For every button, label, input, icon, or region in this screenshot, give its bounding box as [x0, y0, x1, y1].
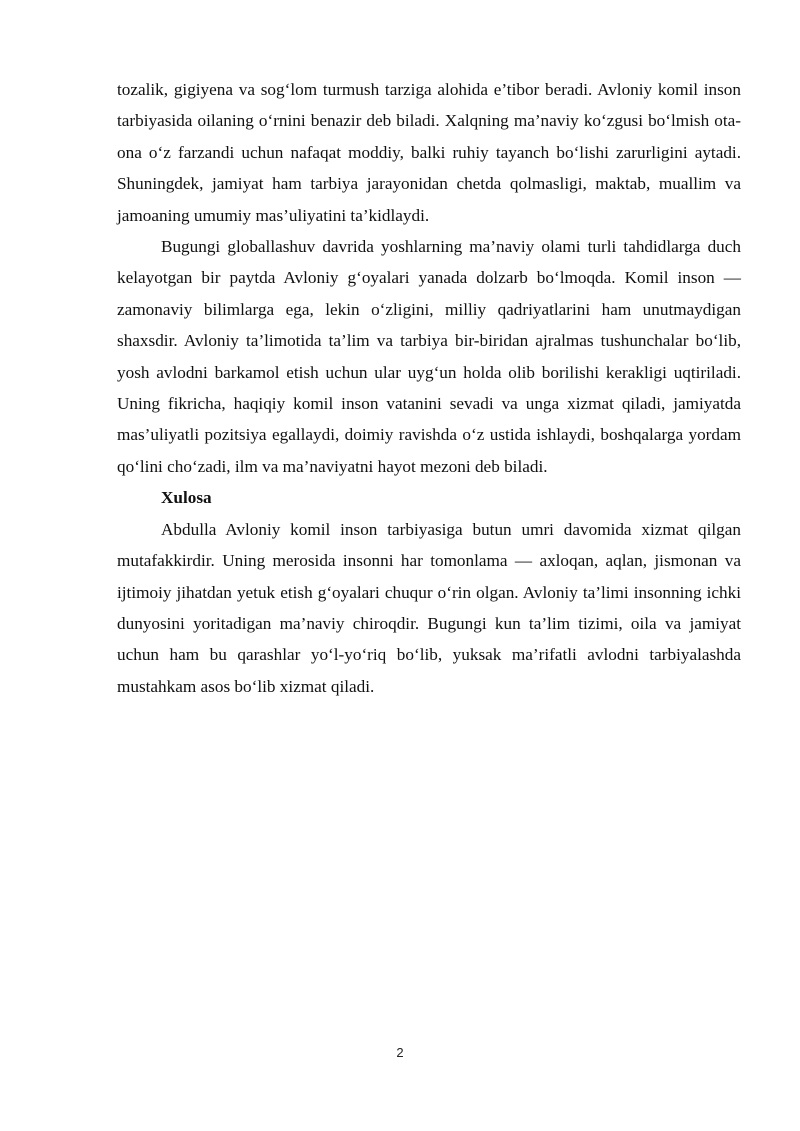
paragraph-conclusion: Abdulla Avloniy komil inson tarbiyasiga butun umri davomida xizmat qilgan mutafakkirdir. Uning merosida insonni har tomonlama — axloqan, aqlan, jismonan va ijtimoiy jihatdan yetuk etish g‘oyalari chuqur o‘rin olgan. Avloniy ta’limi insonning ichki dunyosini yoritadigan ma’naviy chiroqdir. Bugungi kun ta’lim tizimi, oila va jamiyat uchun ham bu qarashlar yo‘l-yo‘riq bo‘lib, yuksak ma’rifatli avlodni tarbiyalashda mustahkam asos bo‘lib xizmat qiladi. [117, 519, 741, 696]
paragraph-continuation: tozalik, gigiyena va sog‘lom turmush tarziga alohida e’tibor beradi. Avloniy komil inson tarbiyasida oilaning o‘rnini benazir deb biladi. Xalqning ma’naviy ko‘zgusi bo‘lmish ota-ona o‘z farzandi uchun nafaqat moddiy, balki ruhiy tayanch bo‘lishi zarurligini aytadi. Shuningdek, jamiyat ham tarbiya jarayonidan chetda qolmasligi, maktab, muallim va jamoaning umumiy mas’uliyatini ta’kidlaydi. [117, 80, 741, 225]
paragraph-globalization: Bugungi globallashuv davrida yoshlarning ma’naviy olami turli tahdidlarga duch kelayotgan bir paytda Avloniy g‘oyalari yanada dolzarb bo‘lmoqda. Komil inson — zamonaviy bilimlarga ega, lekin o‘zligini, milliy qadriyatlarini ham unutmaydigan shaxsdir. Avloniy ta’limotida ta’lim va tarbiya bir-biridan ajralmas tushunchalar bo‘lib, yosh avlodni barkamol etish uchun ular uyg‘un holda olib borilishi kerakligi uqtiriladi. Uning fikricha, haqiqiy komil inson vatanini sevadi va unga xizmat qiladi, jamiyatda mas’uliyatli pozitsiya egallaydi, doimiy ravishda o‘z ustida ishlaydi, boshqalarga yordam qo‘lini cho‘zadi, ilm va ma’naviyatni hayot mezoni deb biladi. [117, 237, 741, 476]
page-number: 2 [396, 1045, 404, 1060]
conclusion-heading: Xulosa [161, 488, 212, 508]
document-body [117, 74, 741, 702]
